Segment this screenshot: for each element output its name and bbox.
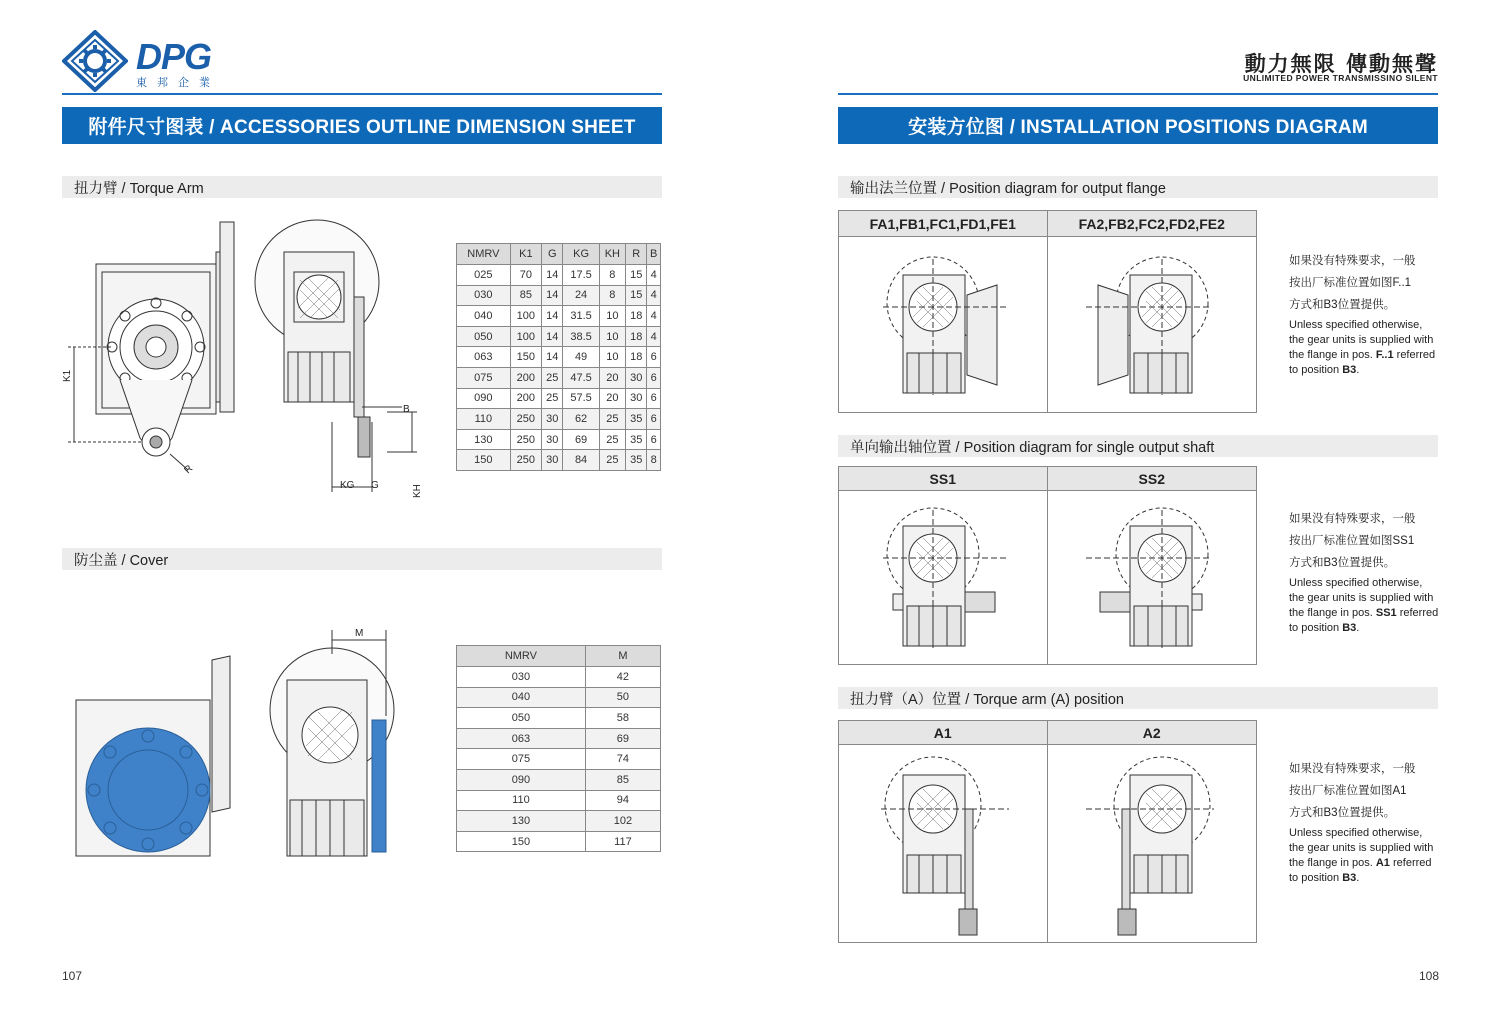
table-cell: 4 <box>647 265 661 286</box>
table-cell: 30 <box>626 367 647 388</box>
right-page-title: 安装方位图 / INSTALLATION POSITIONS DIAGRAM <box>838 107 1438 144</box>
table-row <box>457 769 661 790</box>
table-cell: 150 <box>457 450 511 471</box>
table-cell: 25 <box>542 388 563 409</box>
table-cell: 18 <box>626 326 647 347</box>
table-cell: 6 <box>647 347 661 368</box>
table-cell: 85 <box>510 285 541 306</box>
note-cn-line: 按出厂标准位置如图F..1 <box>1289 277 1412 289</box>
kg-label: KG <box>340 480 355 491</box>
table-cell: 10 <box>599 306 625 327</box>
table-cell: 25 <box>599 429 625 450</box>
note-en-end: . <box>1356 364 1360 376</box>
column-header: M <box>585 646 660 667</box>
column-header: NMRV <box>457 646 586 667</box>
table-cell: 6 <box>647 388 661 409</box>
table-cell: 30 <box>542 429 563 450</box>
b-label: B <box>403 404 410 415</box>
table-cell: 130 <box>457 811 586 832</box>
table-cell: 102 <box>585 811 660 832</box>
table-cell: 8 <box>599 265 625 286</box>
table-cell: 25 <box>599 409 625 430</box>
table-cell: 30 <box>626 388 647 409</box>
torque-arm-heading: 扭力臂 / Torque Arm <box>62 176 662 198</box>
table-cell: 17.5 <box>563 265 599 286</box>
table-cell: 35 <box>626 429 647 450</box>
single-shaft-position-table <box>838 466 1257 665</box>
table-cell: 18 <box>626 347 647 368</box>
table-cell: 35 <box>626 450 647 471</box>
note-en-reference: B3 <box>1342 872 1357 884</box>
table-cell: 14 <box>542 306 563 327</box>
table-cell: 200 <box>510 388 541 409</box>
table-cell: 14 <box>542 326 563 347</box>
table-row <box>457 667 661 688</box>
table-cell: 84 <box>563 450 599 471</box>
g-label: G <box>371 480 379 491</box>
note-en <box>1289 576 1439 636</box>
cover-heading: 防尘盖 / Cover <box>62 548 662 570</box>
table-row <box>457 831 661 852</box>
table-cell: 18 <box>626 306 647 327</box>
page-number-right: 108 <box>1419 969 1440 983</box>
note-cn-line: 按出厂标准位置如图SS1 <box>1289 535 1415 547</box>
column-header: KH <box>599 244 625 265</box>
cover-table <box>456 645 661 852</box>
note-cn-line: 如果没有特殊要求，一般 <box>1289 255 1416 267</box>
note-en-text: Unless specified otherwise, the gear units is supplied with the flange in pos. <box>1289 577 1434 619</box>
column-header: B <box>647 244 661 265</box>
table-cell: 57.5 <box>563 388 599 409</box>
table-cell: 69 <box>585 728 660 749</box>
table-row <box>457 285 661 306</box>
table-cell: 4 <box>647 326 661 347</box>
table-cell: 14 <box>542 265 563 286</box>
note-en-reference: B3 <box>1342 364 1357 376</box>
table-cell: 110 <box>457 790 586 811</box>
gear-logo-icon <box>62 30 128 92</box>
table-cell: 62 <box>563 409 599 430</box>
note-en <box>1289 826 1439 886</box>
table-cell: 150 <box>457 831 586 852</box>
column-header: K1 <box>510 244 541 265</box>
note-cn-line: 按出厂标准位置如图A1 <box>1289 785 1407 797</box>
table-cell: 30 <box>542 450 563 471</box>
table-cell: 030 <box>457 667 586 688</box>
table-cell: 31.5 <box>563 306 599 327</box>
table-cell: 117 <box>585 831 660 852</box>
table-cell: 10 <box>599 347 625 368</box>
gearbox-arm-left-icon <box>1072 749 1232 939</box>
flange-note <box>1289 250 1439 378</box>
table-cell: 8 <box>599 285 625 306</box>
table-cell: 075 <box>457 367 511 388</box>
table-cell: 250 <box>510 409 541 430</box>
cover-drawing <box>62 620 442 870</box>
table-cell: 250 <box>510 450 541 471</box>
header-rule-left <box>62 93 662 95</box>
table-row <box>457 306 661 327</box>
note-en-position: SS1 <box>1375 607 1397 619</box>
header-rule-right <box>838 93 1438 95</box>
table-cell: 100 <box>510 326 541 347</box>
table-row <box>457 687 661 708</box>
table-cell: 250 <box>510 429 541 450</box>
table-cell: 110 <box>457 409 511 430</box>
note-en-text: Unless specified otherwise, the gear units is supplied with the flange in pos. <box>1289 319 1434 361</box>
note-en <box>1289 318 1439 378</box>
note-cn-line: 方式和B3位置提供。 <box>1289 299 1396 311</box>
table-cell: 063 <box>457 347 511 368</box>
table-cell: 50 <box>585 687 660 708</box>
gearbox-shaft-right-icon <box>863 498 1023 658</box>
note-en-end: . <box>1356 872 1360 884</box>
a1-diagram <box>839 745 1048 942</box>
note-cn-line: 方式和B3位置提供。 <box>1289 807 1396 819</box>
table-cell: 090 <box>457 388 511 409</box>
logo-subtitle: 東邦企業 <box>136 76 220 89</box>
table-cell: 94 <box>585 790 660 811</box>
table-row <box>457 749 661 770</box>
table-cell: 050 <box>457 326 511 347</box>
note-en-text: referred to position <box>1289 857 1432 884</box>
note-cn-line: 方式和B3位置提供。 <box>1289 557 1396 569</box>
page-number-left: 107 <box>62 969 83 983</box>
note-en-position: A1 <box>1375 857 1390 869</box>
table-cell: 075 <box>457 749 586 770</box>
logo-text: DPG <box>136 36 212 77</box>
table-header-row <box>457 646 661 667</box>
note-cn-line: 如果没有特殊要求，一般 <box>1289 513 1416 525</box>
note-en-text: referred to position <box>1289 607 1439 634</box>
table-cell: 69 <box>563 429 599 450</box>
table-cell: 20 <box>599 388 625 409</box>
table-cell: 25 <box>542 367 563 388</box>
ss1-diagram <box>839 491 1048 664</box>
table-cell: 15 <box>626 265 647 286</box>
table-row <box>457 409 661 430</box>
flange-col1-header: FA1,FB1,FC1,FD1,FE1 <box>839 211 1048 237</box>
table-cell: 6 <box>647 429 661 450</box>
table-row <box>457 811 661 832</box>
table-cell: 35 <box>626 409 647 430</box>
table-cell: 42 <box>585 667 660 688</box>
table-cell: 70 <box>510 265 541 286</box>
gearbox-flange-left-icon <box>1072 245 1232 405</box>
table-row <box>457 429 661 450</box>
table-row <box>457 265 661 286</box>
table-cell: 100 <box>510 306 541 327</box>
table-cell: 4 <box>647 306 661 327</box>
note-en-end: . <box>1356 622 1360 634</box>
dpg-logo <box>62 30 252 92</box>
torque-arm-table <box>456 243 661 471</box>
table-cell: 8 <box>647 450 661 471</box>
note-en-reference: B3 <box>1342 622 1357 634</box>
ss-col2-header: SS2 <box>1048 467 1257 491</box>
table-cell: 38.5 <box>563 326 599 347</box>
k1-label: K1 <box>62 369 73 382</box>
r-label: R <box>182 463 196 477</box>
ss2-diagram <box>1048 491 1257 664</box>
column-header: R <box>626 244 647 265</box>
torque-arm-drawing <box>62 212 442 502</box>
table-cell: 49 <box>563 347 599 368</box>
table-cell: 6 <box>647 409 661 430</box>
single-shaft-note <box>1289 508 1439 636</box>
table-cell: 4 <box>647 285 661 306</box>
table-cell: 30 <box>542 409 563 430</box>
table-cell: 050 <box>457 708 586 729</box>
table-cell: 14 <box>542 285 563 306</box>
a-col1-header: A1 <box>839 721 1048 745</box>
note-en-text: referred to position <box>1289 349 1436 376</box>
gearbox-arm-right-icon <box>863 749 1023 939</box>
note-en-text: Unless specified otherwise, the gear units is supplied with the flange in pos. <box>1289 827 1434 869</box>
gearbox-shaft-left-icon <box>1072 498 1232 658</box>
table-cell: 14 <box>542 347 563 368</box>
table-cell: 58 <box>585 708 660 729</box>
table-cell: 025 <box>457 265 511 286</box>
flange-col2-header: FA2,FB2,FC2,FD2,FE2 <box>1048 211 1257 237</box>
torque-arm-position-table <box>838 720 1257 943</box>
table-row <box>457 388 661 409</box>
a2-diagram <box>1048 745 1257 942</box>
flange-diagram-fa1 <box>839 237 1048 412</box>
table-row <box>457 450 661 471</box>
table-cell: 150 <box>510 347 541 368</box>
flange-heading: 输出法兰位置 / Position diagram for output flange <box>838 176 1438 198</box>
left-page-title: 附件尺寸图表 / ACCESSORIES OUTLINE DIMENSION SHEET <box>62 107 662 144</box>
table-cell: 85 <box>585 769 660 790</box>
table-cell: 063 <box>457 728 586 749</box>
table-row <box>457 790 661 811</box>
kh-label: KH <box>412 484 423 498</box>
table-row <box>457 326 661 347</box>
slogan-chinese: 動力無限 傳動無聲 <box>1244 51 1438 76</box>
flange-position-table <box>838 210 1257 413</box>
torque-arm-position-heading: 扭力臂（A）位置 / Torque arm (A) position <box>838 687 1438 709</box>
table-cell: 040 <box>457 687 586 708</box>
single-shaft-heading: 单向输出轴位置 / Position diagram for single output shaft <box>838 435 1438 457</box>
a-col2-header: A2 <box>1048 721 1257 745</box>
table-cell: 74 <box>585 749 660 770</box>
table-cell: 47.5 <box>563 367 599 388</box>
table-cell: 040 <box>457 306 511 327</box>
table-cell: 200 <box>510 367 541 388</box>
table-cell: 10 <box>599 326 625 347</box>
table-row <box>457 347 661 368</box>
table-cell: 24 <box>563 285 599 306</box>
note-en-position: F..1 <box>1375 349 1394 361</box>
gearbox-flange-right-icon <box>863 245 1023 405</box>
m-label: M <box>355 628 364 639</box>
ss-col1-header: SS1 <box>839 467 1048 491</box>
table-row <box>457 708 661 729</box>
table-cell: 15 <box>626 285 647 306</box>
table-cell: 25 <box>599 450 625 471</box>
column-header: G <box>542 244 563 265</box>
slogan-english: UNLIMITED POWER TRANSMISSINO SILENT <box>1243 73 1438 83</box>
column-header: NMRV <box>457 244 511 265</box>
table-row <box>457 728 661 749</box>
table-cell: 6 <box>647 367 661 388</box>
table-row <box>457 367 661 388</box>
table-header-row <box>457 244 661 265</box>
table-cell: 030 <box>457 285 511 306</box>
table-cell: 090 <box>457 769 586 790</box>
flange-diagram-fa2 <box>1048 237 1257 412</box>
note-cn-line: 如果没有特殊要求，一般 <box>1289 763 1416 775</box>
table-cell: 130 <box>457 429 511 450</box>
table-cell: 20 <box>599 367 625 388</box>
torque-arm-position-note <box>1289 758 1439 886</box>
column-header: KG <box>563 244 599 265</box>
